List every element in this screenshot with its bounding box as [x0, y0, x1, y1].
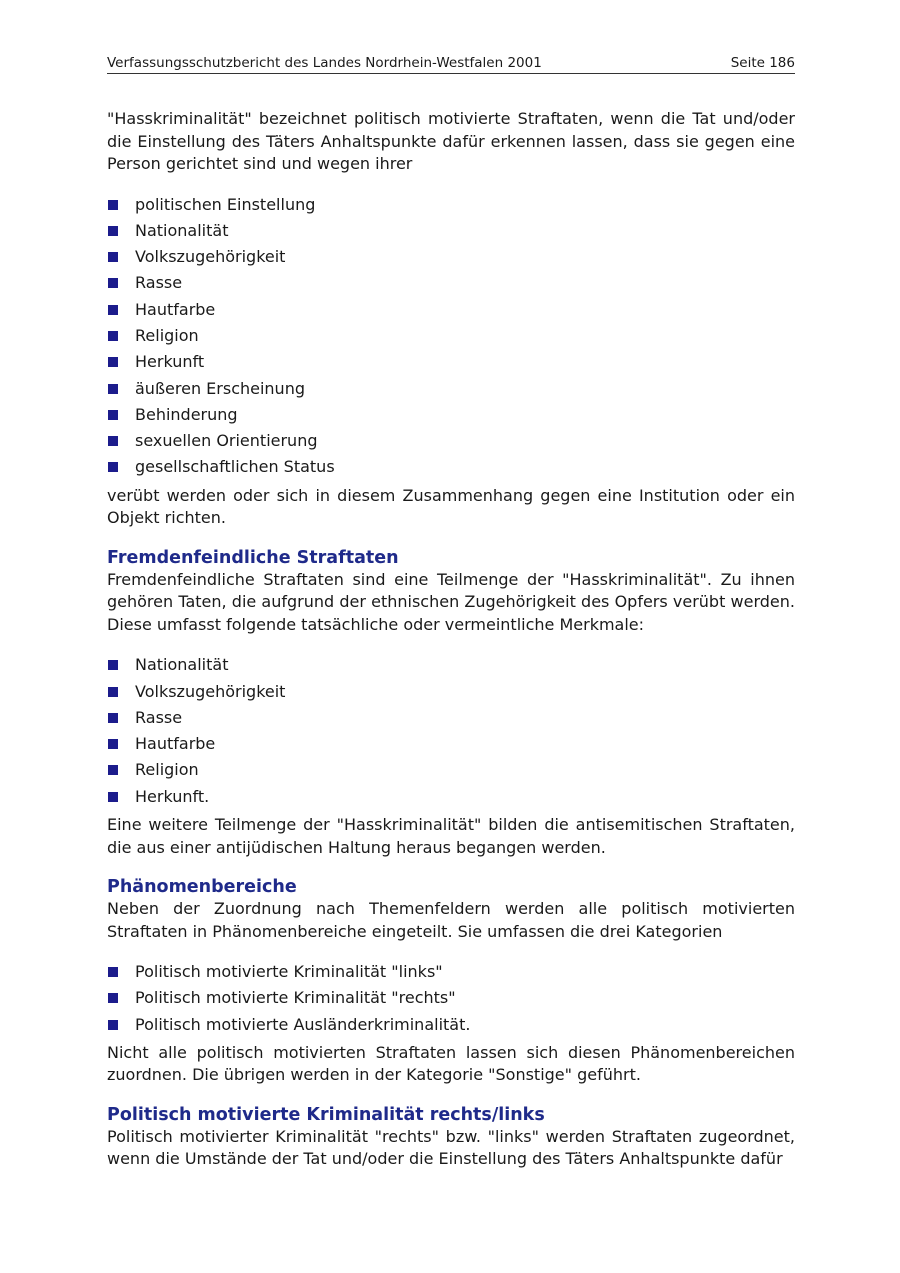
- square-bullet-icon: [108, 462, 118, 472]
- section-heading: Fremdenfeindliche Straftaten: [107, 547, 399, 568]
- square-bullet-icon: [108, 660, 118, 670]
- list-item: politischen Einstellung: [107, 192, 795, 218]
- categories-list: [107, 959, 795, 1038]
- square-bullet-icon: [108, 410, 118, 420]
- list-item: Politisch motivierte Kriminalität "links": [107, 959, 795, 985]
- square-bullet-icon: [108, 713, 118, 723]
- section-heading: Phänomenbereiche: [107, 877, 297, 898]
- square-bullet-icon: [108, 739, 118, 749]
- list-item: Religion: [107, 757, 795, 783]
- list-item: Nationalität: [107, 218, 795, 244]
- hate-crime-criteria-list: [107, 192, 795, 481]
- section-paragraph: Politisch motivierter Kriminalität "rechts" bzw. "links" werden Straftaten zugeordnet, wenn die Umstände der Tat und/oder die Einstellung des Täters Anhaltspunkte dafür: [107, 1126, 795, 1169]
- square-bullet-icon: [108, 687, 118, 697]
- square-bullet-icon: [108, 278, 118, 288]
- list-item: Behinderung: [107, 402, 795, 428]
- page-header: [107, 52, 795, 74]
- page-number: Seite 186: [730, 55, 795, 71]
- list-item: Hautfarbe: [107, 297, 795, 323]
- square-bullet-icon: [108, 1020, 118, 1030]
- after-list-paragraph: verübt werden oder sich in diesem Zusammenhang gegen eine Institution oder ein Objekt richten.: [107, 485, 795, 528]
- square-bullet-icon: [108, 331, 118, 341]
- section-paragraph: Neben der Zuordnung nach Themenfeldern werden alle politisch motivierten Straftaten in Phänomenbereiche eingeteilt. Sie umfassen die drei Kategorien: [107, 899, 795, 941]
- square-bullet-icon: [108, 993, 118, 1003]
- square-bullet-icon: [108, 305, 118, 315]
- section-phaenomenbereiche: [107, 876, 795, 1087]
- list-item: äußeren Erscheinung: [107, 376, 795, 402]
- list-item: Herkunft.: [107, 784, 795, 810]
- square-bullet-icon: [108, 357, 118, 367]
- list-item: sexuellen Orientierung: [107, 428, 795, 454]
- square-bullet-icon: [108, 252, 118, 262]
- list-item: Rasse: [107, 705, 795, 731]
- list-item: Volkszugehörigkeit: [107, 244, 795, 270]
- list-item: Hautfarbe: [107, 731, 795, 757]
- list-item: Rasse: [107, 270, 795, 296]
- section-paragraph: Fremdenfeindliche Straftaten sind eine Teilmenge der "Hasskriminalität". Zu ihnen gehören Taten, die aufgrund der ethnischen Zugehörigkeit des Opfers verübt werden. Diese umfasst folgende tatsächliche oder vermeintliche Merkmale:: [107, 569, 795, 634]
- list-item: Volkszugehörigkeit: [107, 679, 795, 705]
- square-bullet-icon: [108, 200, 118, 210]
- list-item: Nationalität: [107, 652, 795, 678]
- section-paragraph: Nicht alle politisch motivierten Straftaten lassen sich diesen Phänomenbereichen zuordnen. Die übrigen werden in der Kategorie "Sonstige" geführt.: [107, 1042, 795, 1085]
- section-fremdenfeindliche-straftaten: [107, 547, 795, 859]
- list-item: Politisch motivierte Kriminalität "rechts": [107, 985, 795, 1011]
- xenophobia-criteria-list: [107, 652, 795, 810]
- square-bullet-icon: [108, 436, 118, 446]
- list-item: gesellschaftlichen Status: [107, 454, 795, 480]
- square-bullet-icon: [108, 967, 118, 977]
- intro-paragraph: "Hasskriminalität" bezeichnet politisch motivierte Straftaten, wenn die Tat und/oder die Einstellung des Täters Anhaltspunkte dafür erkennen lassen, dass sie gegen eine Person gerichtet sind und wegen ihrer: [107, 109, 795, 173]
- list-item: Politisch motivierte Ausländerkriminalität.: [107, 1012, 795, 1038]
- section-paragraph: Eine weitere Teilmenge der "Hasskriminalität" bilden die antisemitischen Straftaten, die aus einer antijüdischen Haltung heraus begangen werden.: [107, 815, 795, 857]
- section-heading: Politisch motivierte Kriminalität rechts/links: [107, 1104, 545, 1125]
- square-bullet-icon: [108, 226, 118, 236]
- square-bullet-icon: [108, 384, 118, 394]
- section-pmk-rechts-links: [107, 1104, 795, 1171]
- list-item: Herkunft: [107, 349, 795, 375]
- square-bullet-icon: [108, 765, 118, 775]
- square-bullet-icon: [108, 792, 118, 802]
- page-content: [107, 108, 795, 1171]
- header-title: Verfassungsschutzbericht des Landes Nordrhein-Westfalen 2001: [107, 55, 542, 71]
- list-item: Religion: [107, 323, 795, 349]
